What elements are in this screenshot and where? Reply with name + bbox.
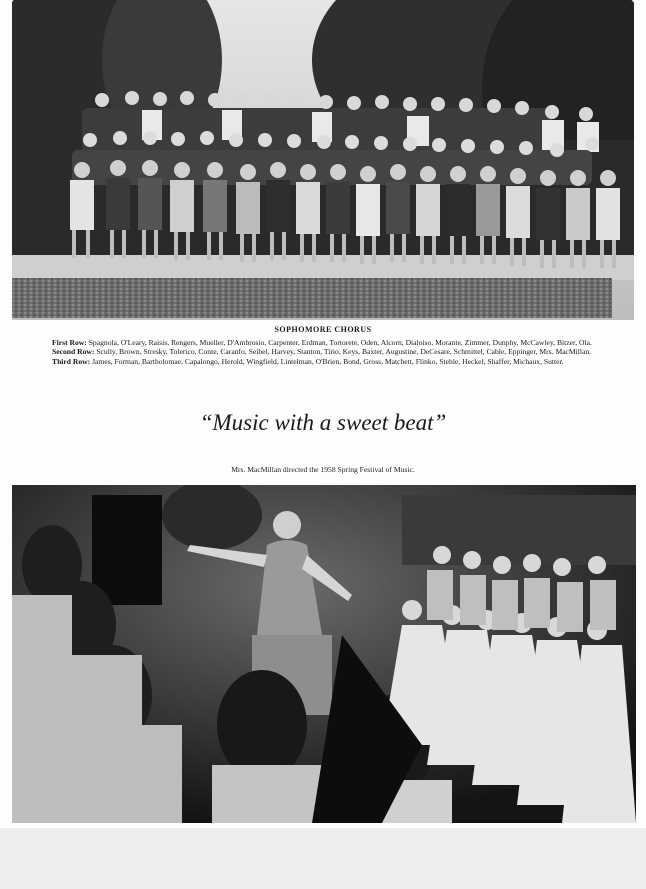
page-bottom-margin [0,828,646,889]
chorus-name-list [52,338,592,366]
first-row-label: First Row: [52,338,87,347]
second-row-names [52,347,592,356]
chorus-title: SOPHOMORE CHORUS [274,325,372,334]
third-row-text: James, Forman, Bartholomae, Capalongo, Herold, Wingfield, Lintelman, O'Brien, Bond, Gross, Matchett, Flinko, Stehle, Heckel, Shaffer, Michaux, Sutter. [92,356,564,366]
first-row-text: Spagnola, O'Leary, Raisis, Rengers, Mueller, D'Ambrosio, Carpenter, Erdman, Tortorete, Oden, Alcorn, Dialoiso, Morante, Zimmer, Dunphy, McCawley, Bitzer, Ola. [88,338,592,347]
third-row-names [52,357,592,366]
third-row-label: Third Row: [52,356,91,366]
second-row-label: Second Row: [52,347,95,357]
sophomore-chorus-group-photo [12,0,634,320]
second-row-text: Scully, Brown, Stresky, Tolerico, Conte, Caranfo, Seibel, Harvey, Stanton, Tirio, Keys, Baxter, Augustine, DeCesare, Schmittel, Cable, Eppinger, Mrs. MacMillan. [96,347,592,357]
first-row-names [52,338,592,347]
spring-festival-photo [12,485,636,823]
section-headline: “Music with a sweet beat” [199,410,447,435]
festival-caption: Mrs. MacMillan directed the 1958 Spring Festival of Music. [231,465,415,474]
